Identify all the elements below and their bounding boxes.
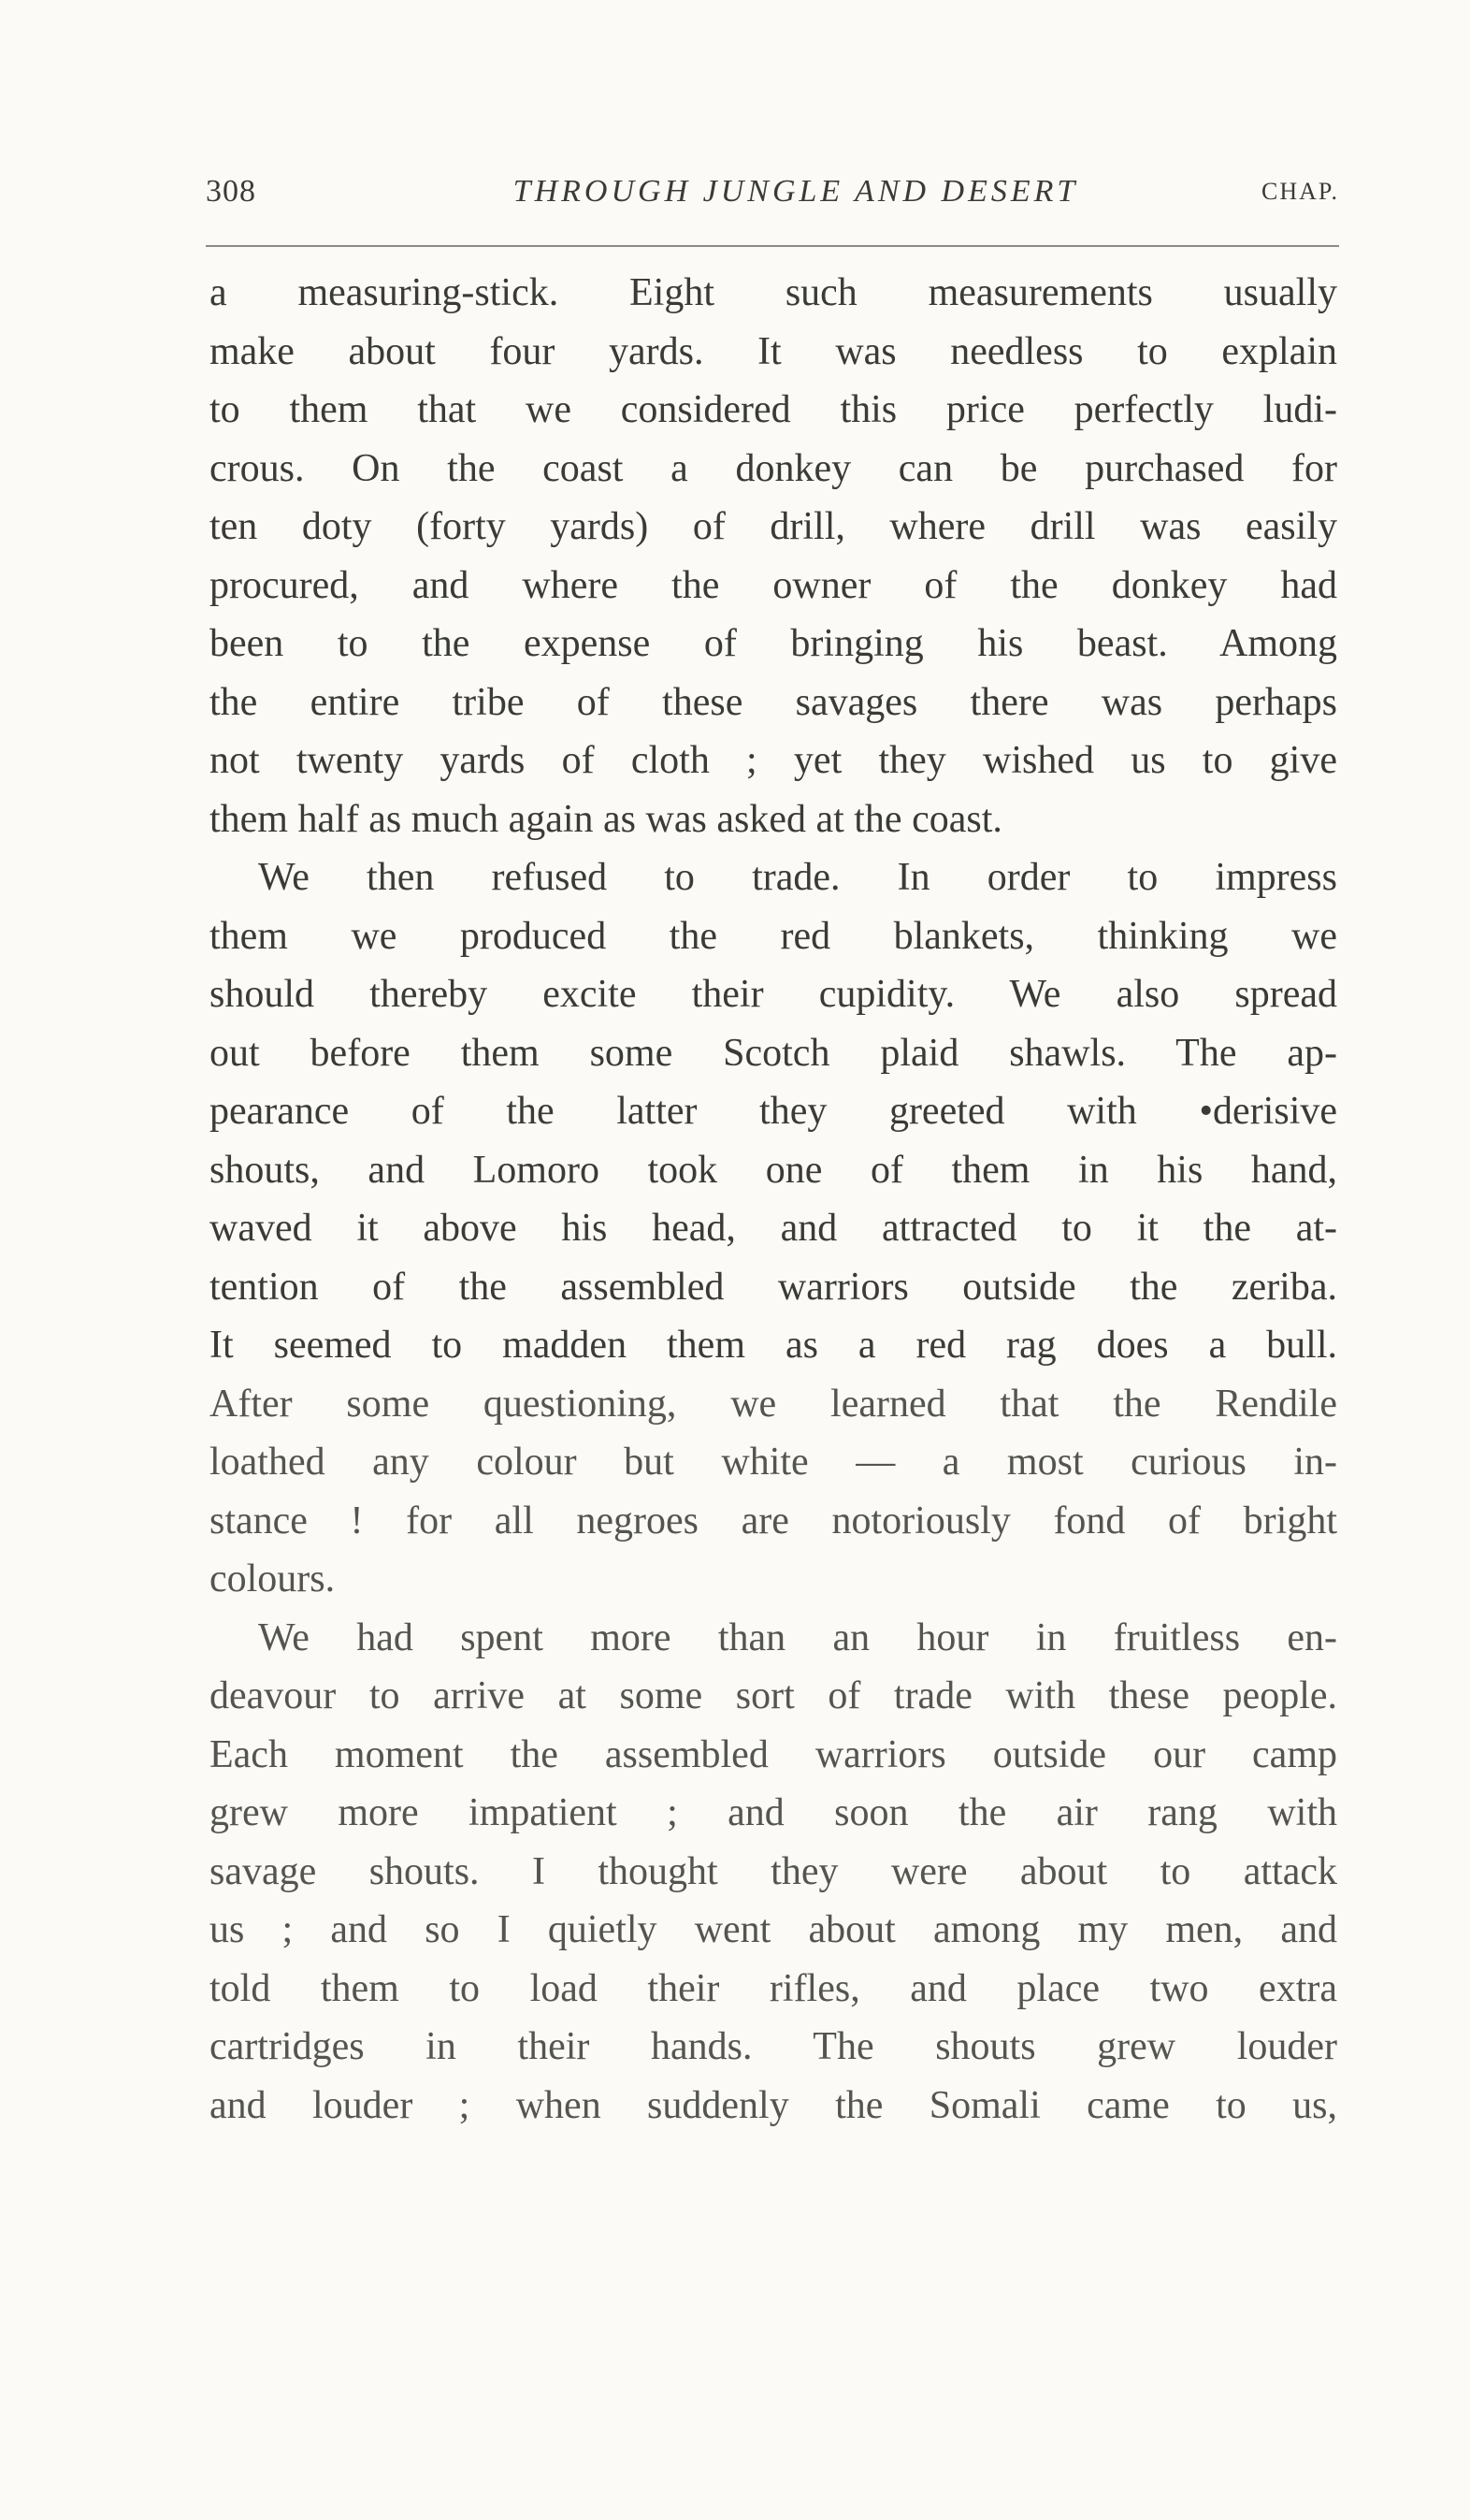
text-line: savage shouts. I thought they were about to attack	[209, 1849, 1337, 1893]
text-line: should thereby excite their cupidity. We also spread	[209, 973, 1337, 1016]
text-line: grew more impatient ; and soon the air rang with	[209, 1791, 1337, 1834]
paragraph-2	[209, 848, 1337, 1609]
text-line: pearance of the latter they greeted with •derisive	[209, 1090, 1337, 1133]
text-line: Each moment the assembled warriors outside our camp	[209, 1732, 1337, 1776]
text-line: stance ! for all negroes are notoriously fond of bright	[209, 1499, 1337, 1542]
text-line: told them to load their rifles, and place two extra	[209, 1966, 1337, 2010]
text-line: After some questioning, we learned that the Rendile	[209, 1382, 1337, 1426]
text-line: ten doty (forty yards) of drill, where drill was easily	[209, 505, 1337, 548]
text-line: We had spent more than an hour in fruitless en-	[258, 1615, 1337, 1659]
text-line: us ; and so I quietly went about among my men, and	[209, 1908, 1337, 1951]
text-line: to them that we considered this price perfectly ludi-	[209, 388, 1337, 431]
text-line: procured, and where the owner of the donkey had	[209, 563, 1337, 607]
header-rule	[206, 245, 1339, 247]
text-line: crous. On the coast a donkey can be purchased for	[209, 446, 1337, 490]
text-line: shouts, and Lomoro took one of them in his hand,	[209, 1148, 1337, 1192]
page-number: 308	[206, 174, 256, 209]
text-line: tention of the assembled warriors outside the zeriba.	[209, 1265, 1337, 1309]
chapter-label: CHAP.	[1261, 178, 1339, 205]
text-line: waved it above his head, and attracted to it the at-	[209, 1207, 1337, 1250]
text-line: the entire tribe of these savages there was perhaps	[209, 680, 1337, 724]
paragraph-3	[209, 1609, 1337, 2136]
text-line: cartridges in their hands. The shouts grew louder	[209, 2025, 1337, 2068]
text-line: them we produced the red blankets, thinking we	[209, 914, 1337, 958]
text-line: It seemed to madden them as a red rag does a bull.	[209, 1324, 1337, 1367]
text-line: We then refused to trade. In order to impress	[258, 856, 1337, 899]
text-line: deavour to arrive at some sort of trade with these people.	[209, 1674, 1337, 1717]
page-header	[206, 174, 1339, 221]
text-line: loathed any colour but white — a most curious in-	[209, 1441, 1337, 1484]
paragraph-1	[209, 264, 1337, 848]
text-line: been to the expense of bringing his beast. Among	[209, 622, 1337, 665]
running-title: THROUGH JUNGLE AND DESERT	[512, 174, 1079, 209]
text-line: make about four yards. It was needless to explain	[209, 329, 1337, 373]
text-line: a measuring-stick. Eight such measurements usually	[209, 271, 1337, 314]
text-line: not twenty yards of cloth ; yet they wished us to give	[209, 739, 1337, 782]
text-line: out before them some Scotch plaid shawls. The ap-	[209, 1031, 1337, 1075]
text-line: and louder ; when suddenly the Somali came to us,	[209, 2083, 1337, 2127]
body-text	[209, 264, 1337, 2135]
text-line: them half as much again as was asked at the coast.	[209, 797, 1002, 841]
text-line: colours.	[209, 1557, 336, 1600]
